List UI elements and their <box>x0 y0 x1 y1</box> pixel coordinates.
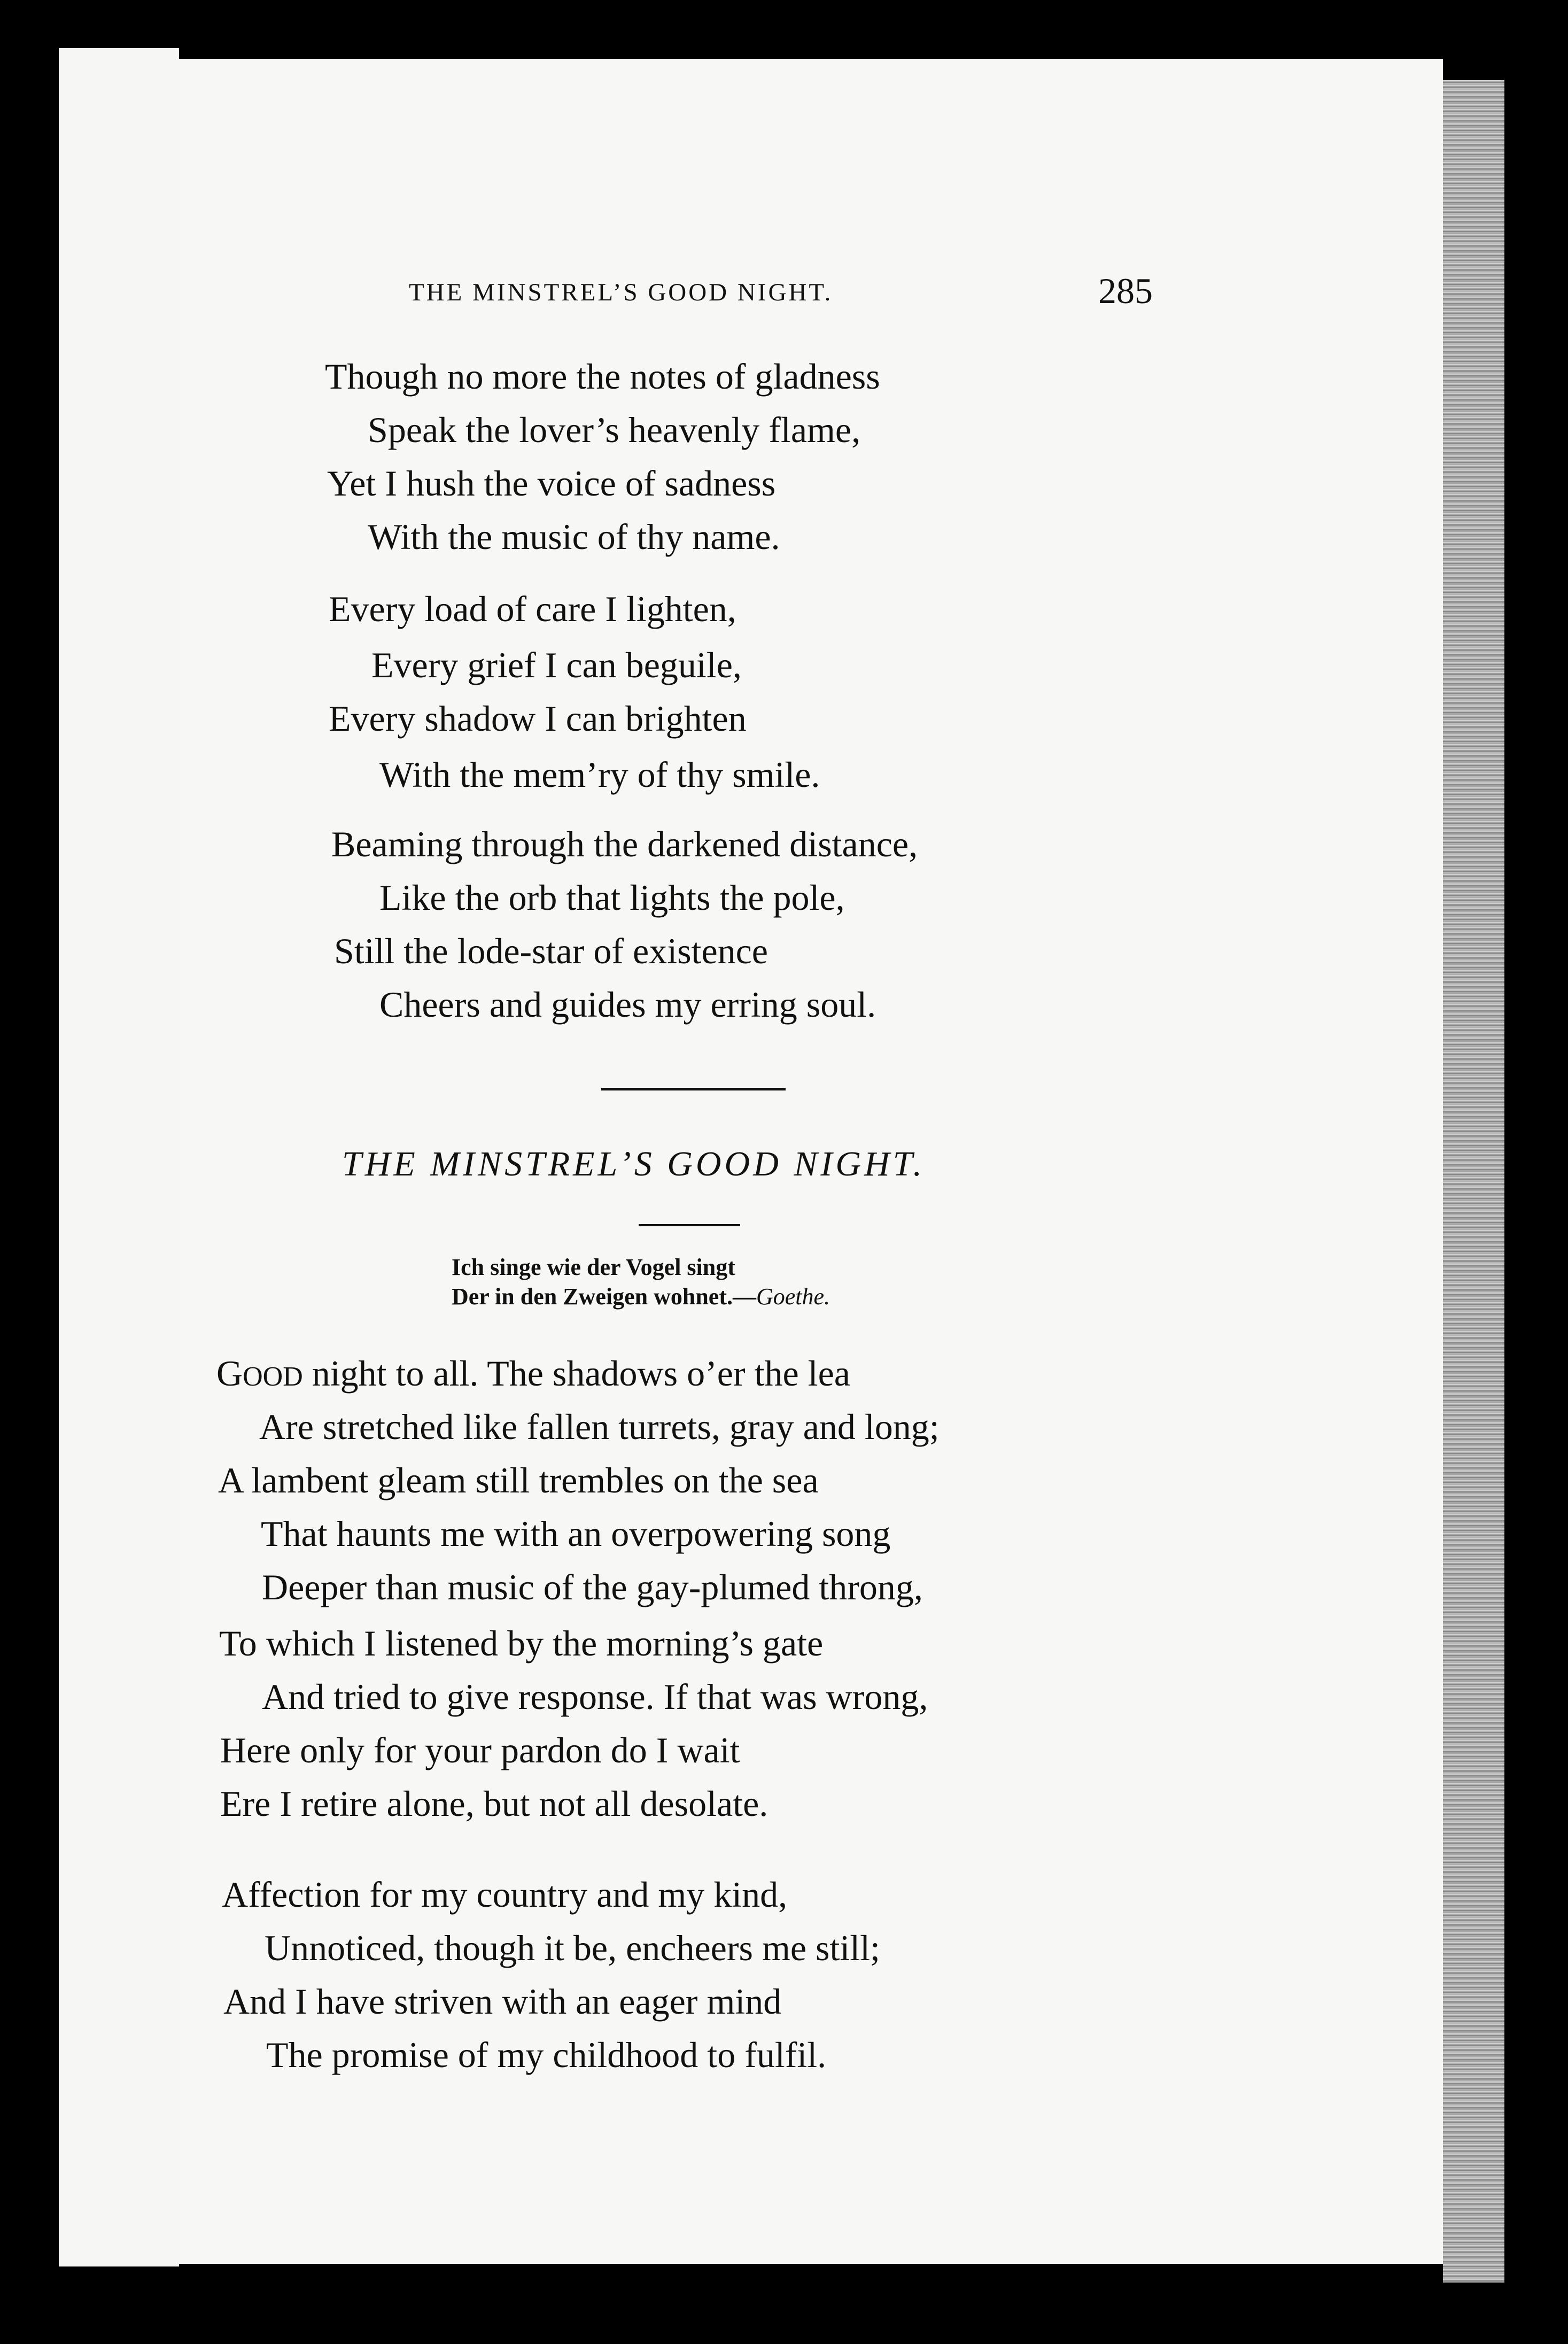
verse-line: To which I listened by the morning’s gate <box>219 1623 824 1664</box>
verse-line: Every shadow I can brighten <box>329 698 747 739</box>
epigraph-attribution: Goethe. <box>756 1283 830 1310</box>
verse-line: Speak the lover’s heavenly flame, <box>368 409 861 450</box>
running-title: THE MINSTREL’S GOOD NIGHT. <box>409 279 833 306</box>
epigraph-line: Ich singe wie der Vogel singt <box>452 1254 735 1280</box>
verse-line: And I have striven with an eager mind <box>223 1981 782 2022</box>
verse-line: Still the lode-star of existence <box>334 931 768 971</box>
verse-line: With the mem’ry of thy smile. <box>379 754 820 795</box>
epigraph-line <box>452 1283 830 1310</box>
verse-line: Every grief I can beguile, <box>371 645 742 685</box>
small-caps: OOD <box>243 1361 303 1392</box>
verse-line: Beaming through the darkened distance, <box>331 824 918 864</box>
verse-line: Like the orb that lights the pole, <box>379 877 845 918</box>
epigraph-text: Der in den Zweigen wohnet.— <box>452 1283 756 1310</box>
page-stack-edge <box>1443 80 1504 2283</box>
verse-line: A lambent gleam still trembles on the sea <box>218 1460 819 1500</box>
verse-line: Every load of care I lighten, <box>329 589 736 629</box>
verse-line: Cheers and guides my erring soul. <box>379 984 876 1025</box>
title-rule <box>639 1224 740 1226</box>
verse-line: Ere I retire alone, but not all desolate. <box>220 1783 769 1824</box>
verse-line: With the music of thy name. <box>368 516 780 557</box>
verse-line: Are stretched like fallen turrets, gray and long; <box>259 1406 940 1447</box>
first-line-text: night to all. The shadows o’er the lea <box>302 1353 850 1394</box>
verse-line: Deeper than music of the gay-plumed throng, <box>262 1567 923 1607</box>
facing-page-edge <box>59 48 179 2266</box>
initial-letter: G <box>216 1353 243 1394</box>
page-number: 285 <box>1098 270 1153 311</box>
section-divider <box>601 1088 786 1090</box>
verse-line: Here only for your pardon do I wait <box>220 1730 740 1770</box>
verse-line: Yet I hush the voice of sadness <box>327 463 776 504</box>
poem-title: THE MINSTREL’S GOOD NIGHT. <box>342 1144 926 1183</box>
verse-line: That haunts me with an overpowering song <box>261 1513 891 1554</box>
verse-line <box>216 1352 850 1395</box>
verse-line: Affection for my country and my kind, <box>222 1874 788 1915</box>
verse-line: And tried to give response. If that was wrong, <box>262 1676 928 1717</box>
verse-line: Though no more the notes of gladness <box>325 356 880 397</box>
verse-line: Unnoticed, though it be, encheers me still; <box>265 1928 880 1968</box>
verse-line: The promise of my childhood to fulfil. <box>266 2034 827 2075</box>
